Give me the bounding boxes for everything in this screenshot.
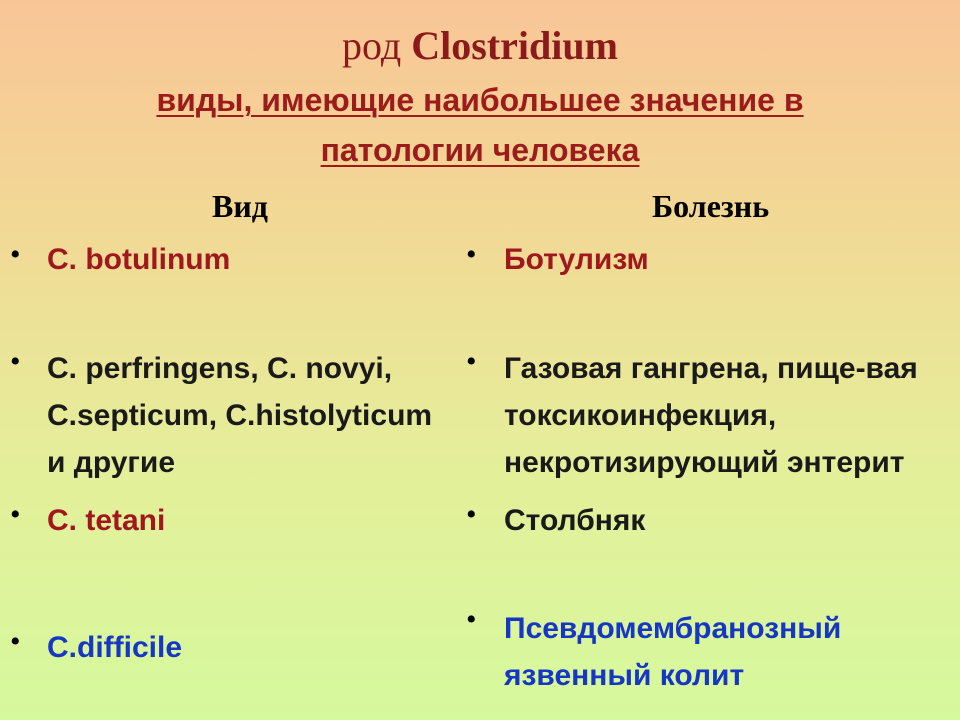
species-item (47, 497, 165, 544)
disease-item (504, 345, 960, 486)
species-item (47, 624, 182, 671)
species-column-header: Вид (212, 188, 268, 224)
bullet-icon: • (466, 603, 477, 636)
subtitle-line-1: виды, имеющие наибольшее значение в (156, 82, 804, 118)
bullet-icon: • (466, 238, 477, 271)
bullet-icon: • (10, 238, 21, 271)
bullet-icon: • (466, 345, 477, 378)
disease-line: язвенный колит (504, 659, 745, 692)
bullet-icon: • (466, 498, 477, 531)
subtitle-line-2: патологии человека (320, 132, 640, 168)
disease-item (504, 236, 649, 283)
disease-item (504, 497, 645, 544)
disease-item (504, 605, 841, 699)
bullet-icon: • (10, 498, 21, 531)
disease-column-header: Болезнь (652, 188, 770, 224)
title-prefix: род (342, 23, 402, 68)
disease-line: Газовая гангрена, пище-вая (504, 352, 918, 385)
slide-title (0, 22, 960, 69)
species-line: и другие (47, 446, 176, 479)
bullet-icon: • (10, 345, 21, 378)
title-genus: Clostridium (411, 23, 618, 68)
species-line: C.difficile (47, 631, 183, 664)
disease-line: Ботулизм (504, 243, 649, 276)
disease-line: токсикоинфекция, (504, 399, 777, 432)
disease-line: некротизирующий энтерит (504, 446, 905, 479)
species-item (47, 345, 432, 486)
species-line: C. botulinum (47, 243, 231, 276)
bullet-icon: • (10, 625, 21, 658)
species-line: C. perfringens, C. novyi, (47, 352, 393, 385)
disease-line: Столбняк (504, 504, 646, 537)
species-item (47, 236, 230, 283)
species-line: C. tetani (47, 504, 166, 537)
species-line: C.septicum, C.histolyticum (47, 399, 433, 432)
disease-line: Псевдомембранозный (504, 612, 842, 645)
